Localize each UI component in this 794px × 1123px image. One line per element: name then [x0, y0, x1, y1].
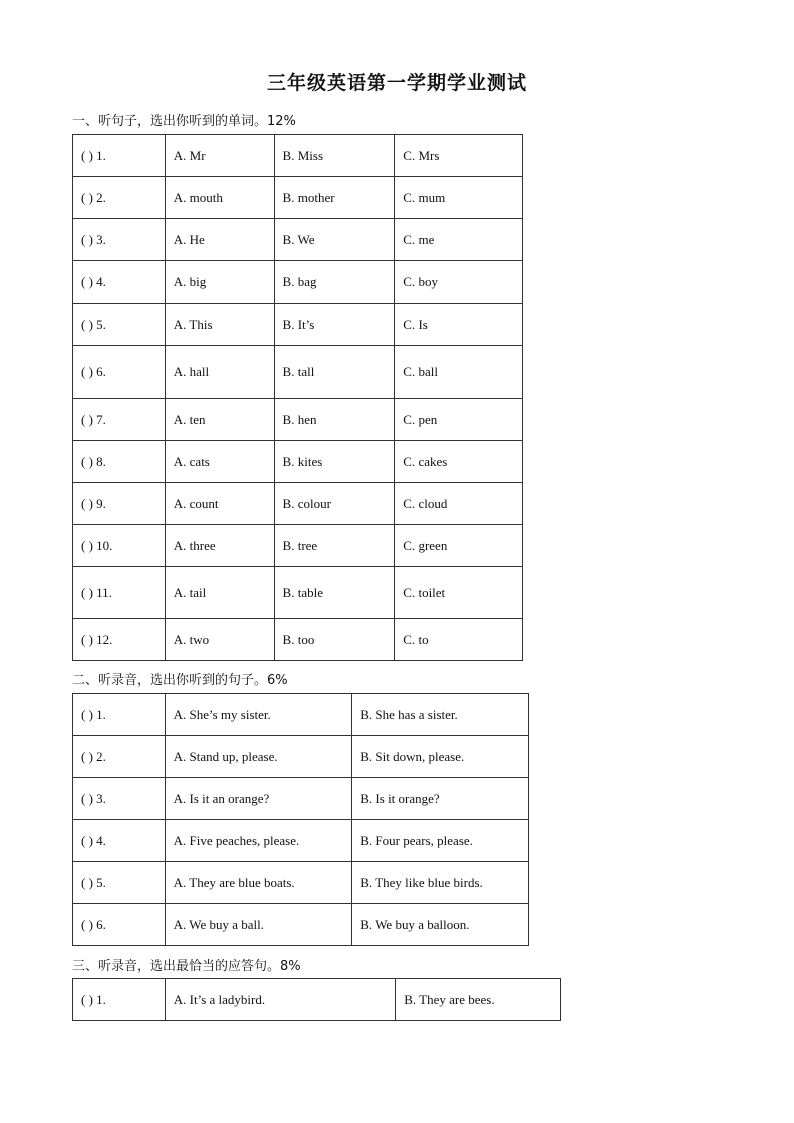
option-a: A. She’s my sister.: [165, 694, 352, 736]
option-c: C. Is: [395, 304, 523, 346]
table-row: [73, 525, 523, 567]
option-a: A. hall: [165, 346, 274, 399]
option-a: A. two: [165, 619, 274, 661]
question-number: ( ) 1.: [73, 694, 166, 736]
option-a: A. It’s a ladybird.: [165, 979, 395, 1021]
table-row: [73, 441, 523, 483]
option-a: A. big: [165, 261, 274, 304]
option-a: A. Five peaches, please.: [165, 820, 352, 862]
option-b: B. We: [274, 219, 395, 261]
question-number: ( ) 1.: [73, 979, 166, 1021]
table-row: [73, 304, 523, 346]
section-2-heading: 二、听录音，选出你听到的句子。6%: [72, 673, 288, 688]
option-a: A. count: [165, 483, 274, 525]
option-b: B. tall: [274, 346, 395, 399]
question-number: ( ) 9.: [73, 483, 166, 525]
question-number: ( ) 12.: [73, 619, 166, 661]
table-row: [73, 820, 529, 862]
question-number: ( ) 5.: [73, 862, 166, 904]
section-2-table: [72, 693, 529, 946]
option-c: C. boy: [395, 261, 523, 304]
section-3-table: [72, 978, 561, 1021]
table-row: [73, 778, 529, 820]
option-a: A. We buy a ball.: [165, 904, 352, 946]
option-a: A. Mr: [165, 135, 274, 177]
option-a: A. cats: [165, 441, 274, 483]
question-number: ( ) 10.: [73, 525, 166, 567]
table-row: [73, 346, 523, 399]
option-c: C. me: [395, 219, 523, 261]
section-1-table: [72, 134, 523, 661]
option-c: C. to: [395, 619, 523, 661]
question-number: ( ) 7.: [73, 399, 166, 441]
table-row: [73, 483, 523, 525]
table-row: [73, 219, 523, 261]
option-b: B. They like blue birds.: [352, 862, 529, 904]
question-number: ( ) 3.: [73, 219, 166, 261]
option-a: A. Is it an orange?: [165, 778, 352, 820]
option-b: B. tree: [274, 525, 395, 567]
option-b: B. bag: [274, 261, 395, 304]
question-number: ( ) 4.: [73, 261, 166, 304]
table-row: [73, 862, 529, 904]
option-c: C. ball: [395, 346, 523, 399]
option-c: C. cloud: [395, 483, 523, 525]
option-a: A. He: [165, 219, 274, 261]
question-number: ( ) 5.: [73, 304, 166, 346]
option-b: B. Is it orange?: [352, 778, 529, 820]
option-b: B. She has a sister.: [352, 694, 529, 736]
question-number: ( ) 3.: [73, 778, 166, 820]
option-b: B. mother: [274, 177, 395, 219]
option-a: A. This: [165, 304, 274, 346]
table-row: [73, 399, 523, 441]
table-row: [73, 619, 523, 661]
table-row: [73, 135, 523, 177]
section-3-heading: 三、听录音，选出最恰当的应答句。8%: [72, 959, 301, 974]
option-c: C. mum: [395, 177, 523, 219]
option-b: B. Four pears, please.: [352, 820, 529, 862]
table-row: [73, 177, 523, 219]
section-1-heading: 一、听句子，选出你听到的单词。12%: [72, 114, 296, 129]
table-row: [73, 694, 529, 736]
option-c: C. pen: [395, 399, 523, 441]
question-number: ( ) 4.: [73, 820, 166, 862]
question-number: ( ) 8.: [73, 441, 166, 483]
option-a: A. tail: [165, 567, 274, 619]
table-row: [73, 979, 561, 1021]
table-row: [73, 736, 529, 778]
option-b: B. Miss: [274, 135, 395, 177]
option-a: A. Stand up, please.: [165, 736, 352, 778]
option-c: C. cakes: [395, 441, 523, 483]
question-number: ( ) 2.: [73, 177, 166, 219]
option-a: A. three: [165, 525, 274, 567]
option-a: A. They are blue boats.: [165, 862, 352, 904]
option-b: B. table: [274, 567, 395, 619]
option-c: C. green: [395, 525, 523, 567]
option-c: C. Mrs: [395, 135, 523, 177]
question-number: ( ) 6.: [73, 904, 166, 946]
option-b: B. They are bees.: [396, 979, 561, 1021]
page-title: 三年级英语第一学期学业测试: [266, 72, 527, 94]
option-b: B. It’s: [274, 304, 395, 346]
question-number: ( ) 6.: [73, 346, 166, 399]
option-c: C. toilet: [395, 567, 523, 619]
table-row: [73, 904, 529, 946]
option-b: B. colour: [274, 483, 395, 525]
option-a: A. ten: [165, 399, 274, 441]
question-number: ( ) 2.: [73, 736, 166, 778]
option-a: A. mouth: [165, 177, 274, 219]
option-b: B. hen: [274, 399, 395, 441]
option-b: B. Sit down, please.: [352, 736, 529, 778]
option-b: B. too: [274, 619, 395, 661]
table-row: [73, 567, 523, 619]
table-row: [73, 261, 523, 304]
option-b: B. We buy a balloon.: [352, 904, 529, 946]
question-number: ( ) 11.: [73, 567, 166, 619]
question-number: ( ) 1.: [73, 135, 166, 177]
option-b: B. kites: [274, 441, 395, 483]
